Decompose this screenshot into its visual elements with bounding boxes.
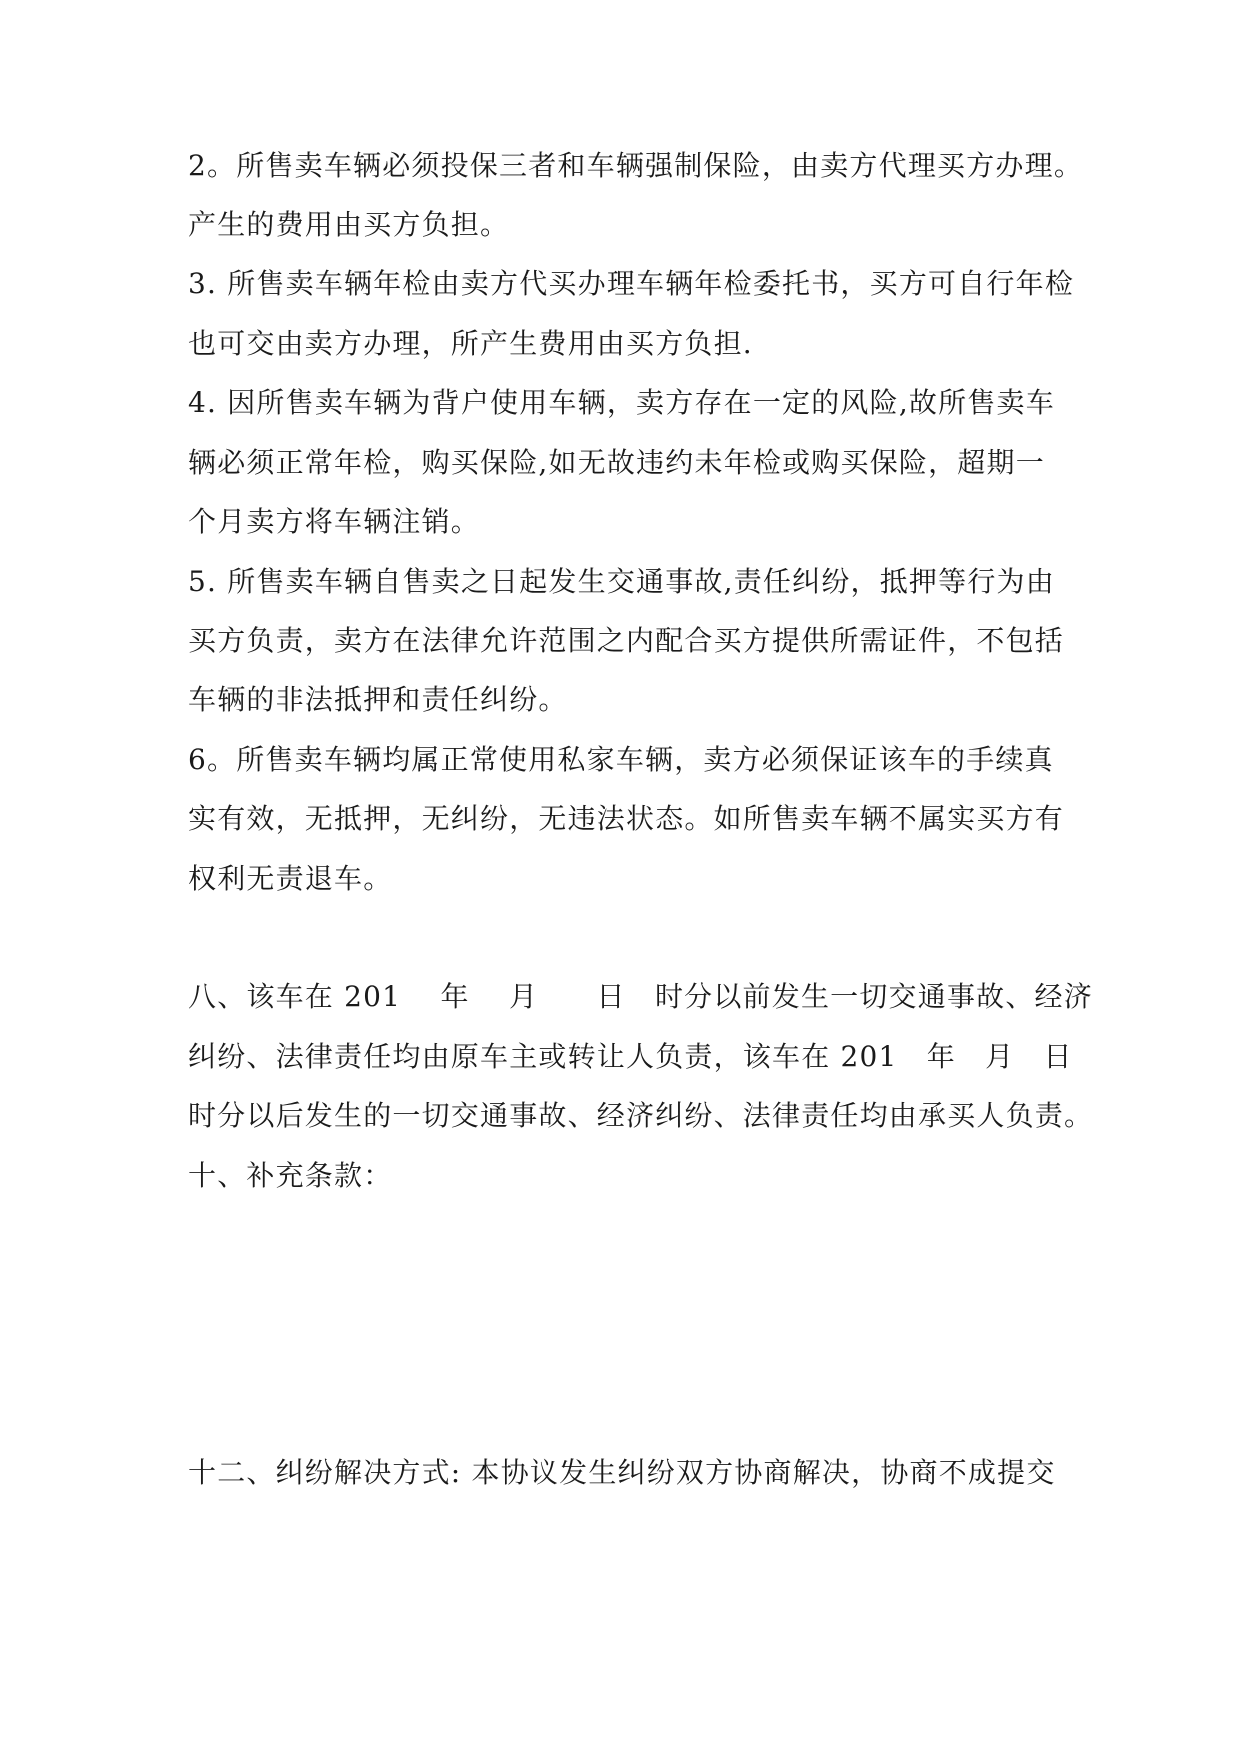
text-line: 个月卖方将车辆注销。 xyxy=(188,505,481,538)
text-line: 时分以后发生的一切交通事故、经济纠纷、法律责任均由承买人负责。 xyxy=(188,1099,1094,1132)
text-line: 十二、纠纷解决方式: 本协议发生纠纷双方协商解决，协商不成提交 xyxy=(188,1456,1056,1489)
text-line: 权利无责退车。 xyxy=(188,862,393,895)
text-line: 十、补充条款： xyxy=(188,1159,393,1192)
text-line: 也可交由卖方办理，所产生费用由买方负担. xyxy=(188,327,753,360)
text-line: 八、该车在 201 年 月 日 时分以前发生一切交通事故、经济 xyxy=(188,980,1093,1013)
text-line: 4. 因所售卖车辆为背户使用车辆，卖方存在一定的风险,故所售卖车 xyxy=(188,386,1055,419)
text-line: 买方负责，卖方在法律允许范围之内配合买方提供所需证件，不包括 xyxy=(188,624,1065,657)
text-line: 纠纷、法律责任均由原车主或转让人负责，该车在 201 年 月 日 xyxy=(188,1040,1073,1073)
text-line: 车辆的非法抵押和责任纠纷。 xyxy=(188,683,568,716)
text-line: 辆必须正常年检，购买保险,如无故违约未年检或购买保险，超期一 xyxy=(188,446,1045,479)
text-line: 6。所售卖车辆均属正常使用私家车辆，卖方必须保证该车的手续真 xyxy=(188,743,1054,776)
text-line: 5. 所售卖车辆自售卖之日起发生交通事故,责任纠纷，抵押等行为由 xyxy=(188,565,1055,598)
text-line: 3. 所售卖车辆年检由卖方代买办理车辆年检委托书，买方可自行年检 xyxy=(188,267,1075,300)
text-line: 产生的费用由买方负担。 xyxy=(188,208,510,241)
text-line: 实有效，无抵押，无纠纷，无违法状态。如所售卖车辆不属实买方有 xyxy=(188,802,1065,835)
text-line: 2。所售卖车辆必须投保三者和车辆强制保险，由卖方代理买方办理。 xyxy=(188,149,1084,182)
